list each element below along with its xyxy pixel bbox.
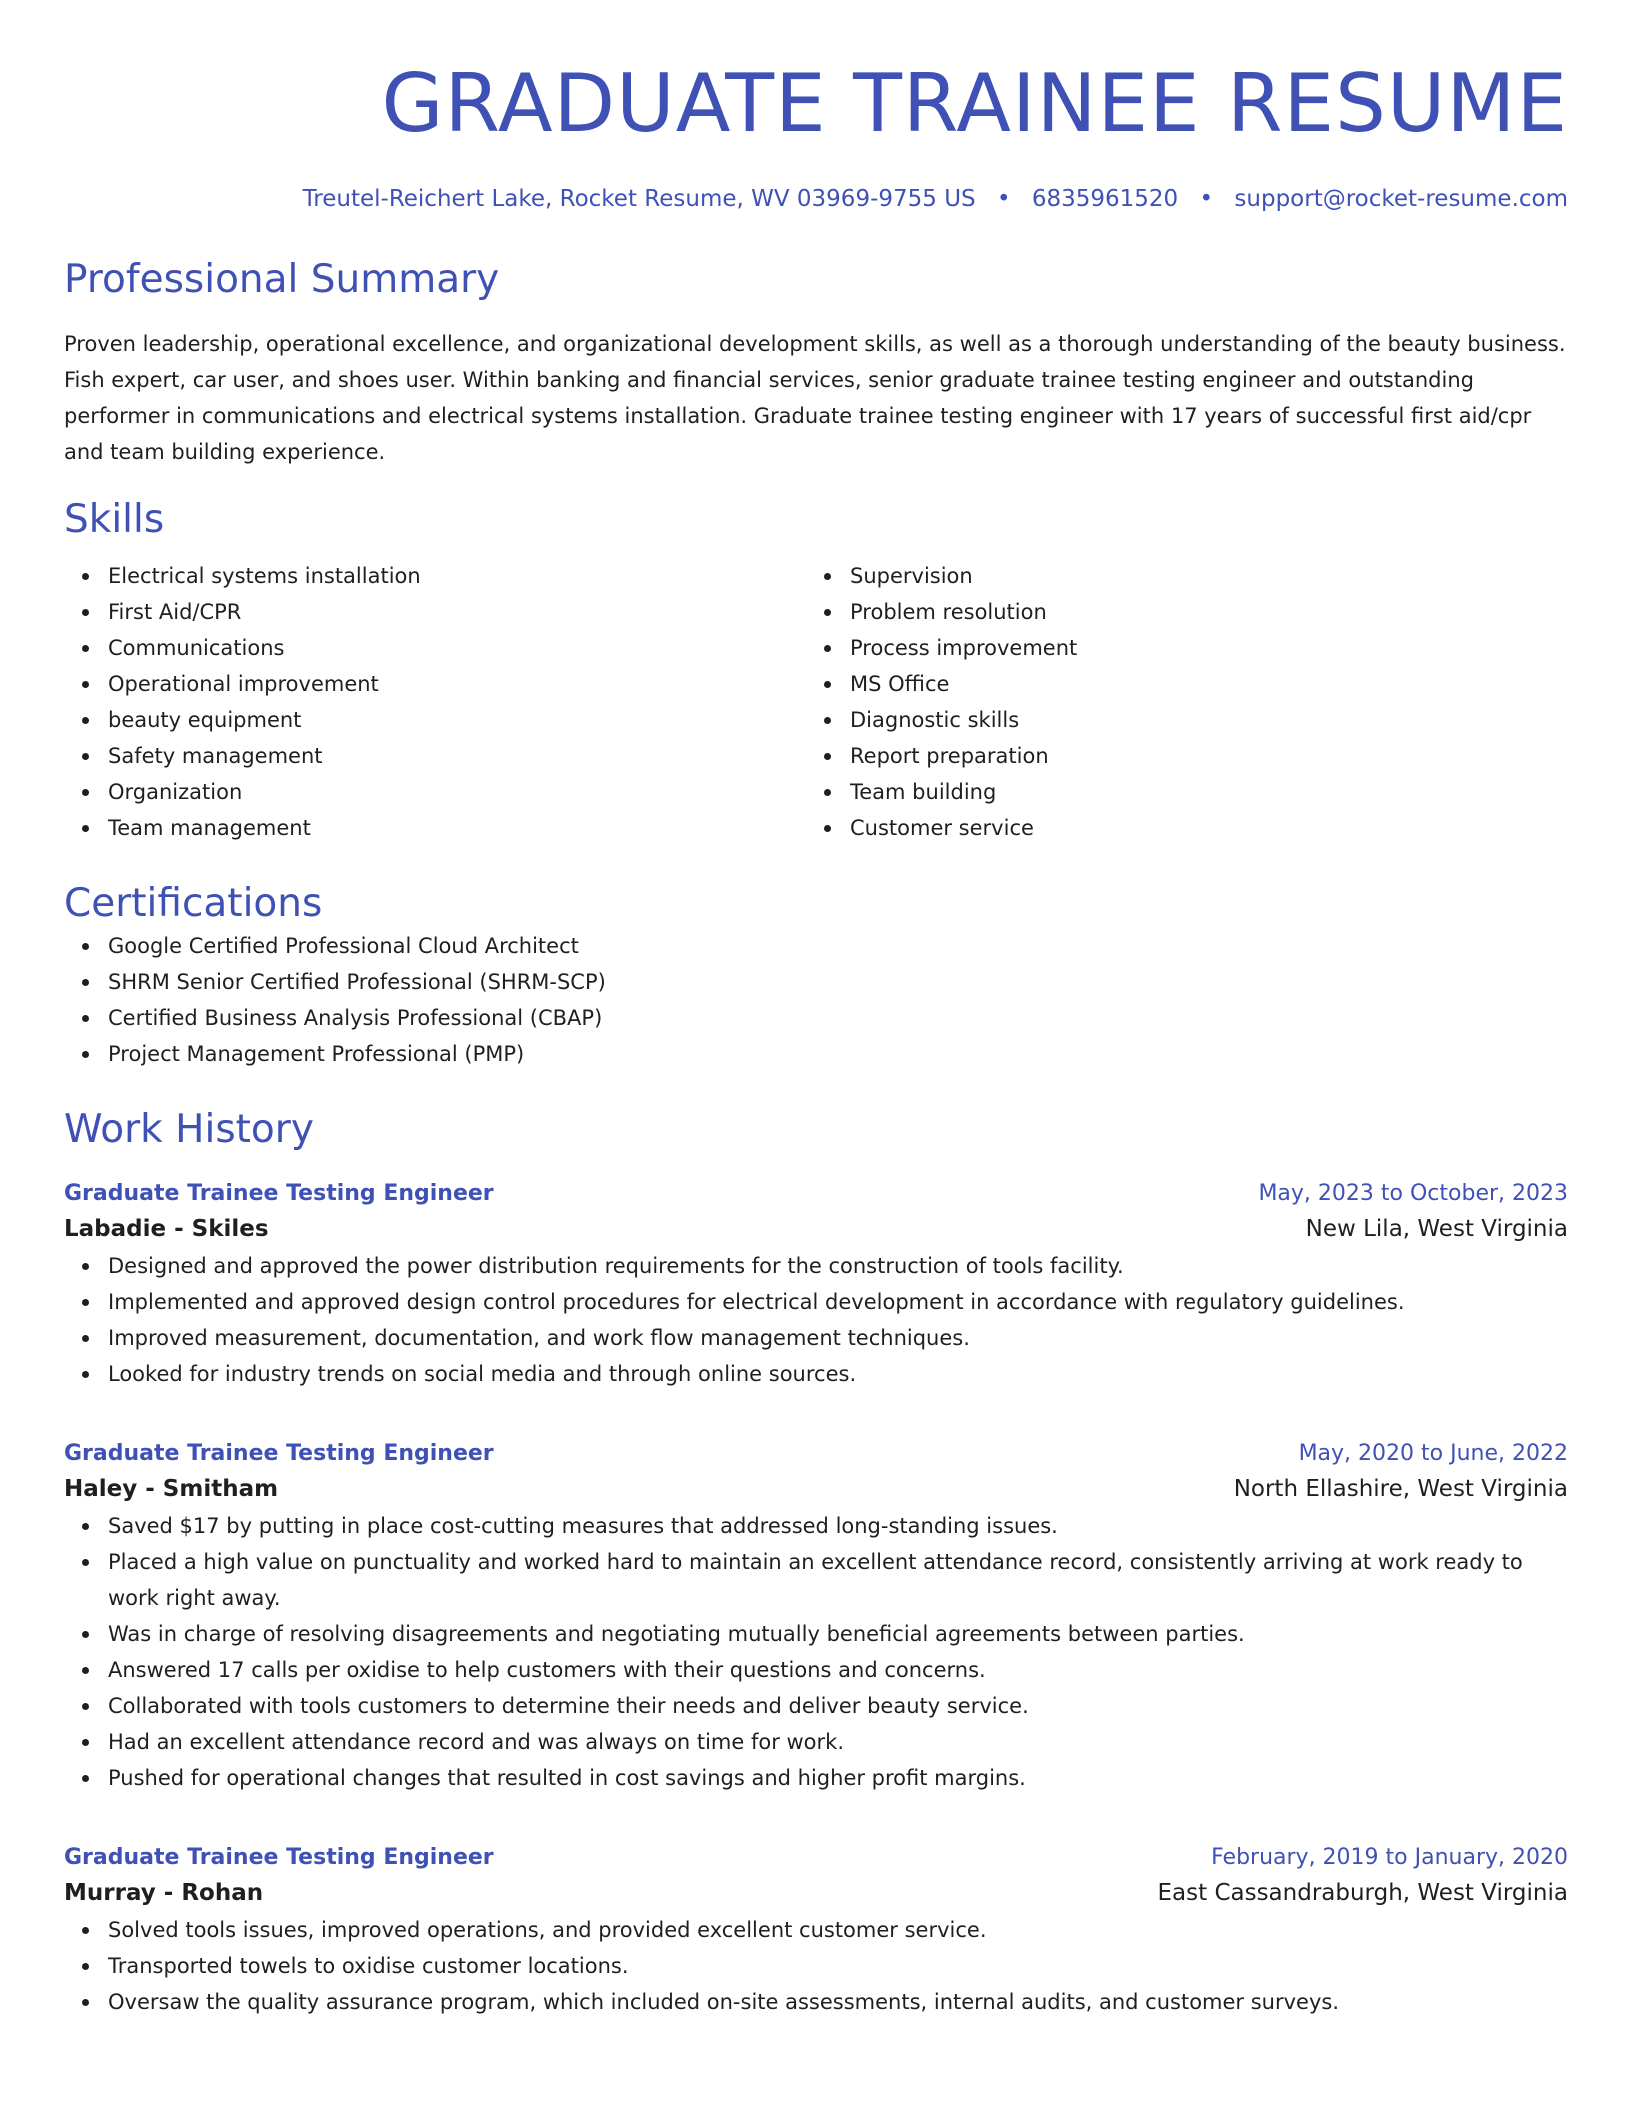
contact-line	[64, 184, 1568, 214]
job-title: Graduate Trainee Testing Engineer	[64, 1181, 494, 1206]
job-bullet: Improved measurement, documentation, and work flow management techniques.	[108, 1320, 1568, 1356]
job-bullet: Had an excellent attendance record and was always on time for work.	[108, 1724, 1568, 1760]
job-company-row	[64, 1210, 1568, 1248]
work-history-heading: Work History	[64, 1107, 314, 1152]
job-bullet: Designed and approved the power distribution requirements for the construction of tools facility.	[108, 1248, 1568, 1284]
skills-column-right	[806, 558, 1548, 846]
skills-column-left	[64, 558, 806, 846]
job-bullet: Solved tools issues, improved operations, and provided excellent customer service.	[108, 1912, 1568, 1948]
contact-email: support@rocket-resume.com	[1234, 186, 1568, 212]
skill-item: First Aid/CPR	[108, 594, 806, 630]
skill-item: Electrical systems installation	[108, 558, 806, 594]
contact-phone: 6835961520	[1031, 186, 1179, 212]
job-bullet: Was in charge of resolving disagreements and negotiating mutually beneficial agreements between parties.	[108, 1616, 1568, 1652]
job-bullet: Placed a high value on punctuality and worked hard to maintain an excellent attendance record, consistently arriving at work ready to work right away.	[108, 1544, 1568, 1616]
job-company: Labadie - Skiles	[64, 1216, 269, 1242]
contact-address: Treutel-Reichert Lake, Rocket Resume, WV 03969-9755 US	[302, 186, 976, 212]
skill-item: Team building	[850, 774, 1548, 810]
job-dates: May, 2023 to October, 2023	[1258, 1181, 1568, 1206]
job-bullet-list	[64, 1912, 1568, 2020]
job-bullet: Answered 17 calls per oxidise to help customers with their questions and concerns.	[108, 1652, 1568, 1688]
job-bullet: Looked for industry trends on social media and through online sources.	[108, 1356, 1568, 1392]
skills-list-left	[64, 558, 806, 846]
certification-item: SHRM Senior Certified Professional (SHRM-SCP)	[108, 964, 1568, 1000]
job-bullet-list	[64, 1248, 1568, 1392]
job-bullet: Saved $17 by putting in place cost-cutting measures that addressed long-standing issues.	[108, 1508, 1568, 1544]
skill-item: Report preparation	[850, 738, 1548, 774]
job-entry	[64, 1438, 1568, 1796]
summary-heading: Professional Summary	[64, 257, 500, 302]
job-company: Murray - Rohan	[64, 1880, 264, 1906]
job-company-row	[64, 1874, 1568, 1912]
job-bullet: Implemented and approved design control procedures for electrical development in accordance with regulatory guidelines.	[108, 1284, 1568, 1320]
certification-item: Project Management Professional (PMP)	[108, 1036, 1568, 1072]
contact-separator: •	[996, 186, 1011, 212]
skills-list-right	[806, 558, 1548, 846]
skill-item: beauty equipment	[108, 702, 806, 738]
skill-item: Communications	[108, 630, 806, 666]
certifications-list	[64, 928, 1568, 1072]
job-dates: May, 2020 to June, 2022	[1298, 1441, 1568, 1466]
skill-item: Process improvement	[850, 630, 1548, 666]
job-entry	[64, 1178, 1568, 1392]
job-location: North Ellashire, West Virginia	[1233, 1476, 1568, 1502]
skills-grid	[64, 558, 1568, 846]
skill-item: Organization	[108, 774, 806, 810]
skill-item: MS Office	[850, 666, 1548, 702]
job-company-row	[64, 1470, 1568, 1508]
job-location: East Cassandraburgh, West Virginia	[1157, 1880, 1568, 1906]
job-title: Graduate Trainee Testing Engineer	[64, 1441, 494, 1466]
skills-heading: Skills	[64, 497, 165, 542]
job-header-row	[64, 1178, 1568, 1210]
job-dates: February, 2019 to January, 2020	[1211, 1845, 1568, 1870]
skill-item: Problem resolution	[850, 594, 1548, 630]
skill-item: Team management	[108, 810, 806, 846]
skill-item: Safety management	[108, 738, 806, 774]
job-bullet-list	[64, 1508, 1568, 1796]
job-entry	[64, 1842, 1568, 2020]
certifications-heading: Certifications	[64, 881, 323, 926]
certification-item: Google Certified Professional Cloud Architect	[108, 928, 1568, 964]
job-location: New Lila, West Virginia	[1305, 1216, 1568, 1242]
summary-text: Proven leadership, operational excellence, and organizational development skills, as well as a thorough understanding of the beauty business. Fish expert, car user, and shoes user. Within banking and financial services, senior graduate trainee testing engineer and outstanding performer in communications and electrical systems installation. Graduate trainee testing engineer with 17 years of successful first aid/cpr and team building experience.	[64, 332, 1566, 464]
skill-item: Customer service	[850, 810, 1548, 846]
job-bullet: Transported towels to oxidise customer locations.	[108, 1948, 1568, 1984]
job-bullet: Collaborated with tools customers to determine their needs and deliver beauty service.	[108, 1688, 1568, 1724]
certification-item: Certified Business Analysis Professional (CBAP)	[108, 1000, 1568, 1036]
job-header-row	[64, 1438, 1568, 1470]
job-title: Graduate Trainee Testing Engineer	[64, 1845, 494, 1870]
job-bullet: Oversaw the quality assurance program, which included on-site assessments, internal audits, and customer surveys.	[108, 1984, 1568, 2020]
job-header-row	[64, 1842, 1568, 1874]
skill-item: Supervision	[850, 558, 1548, 594]
job-bullet: Pushed for operational changes that resulted in cost savings and higher profit margins.	[108, 1760, 1568, 1796]
contact-separator: •	[1199, 186, 1214, 212]
resume-title: GRADUATE TRAINEE RESUME	[381, 57, 1568, 150]
skill-item: Diagnostic skills	[850, 702, 1548, 738]
job-company: Haley - Smitham	[64, 1476, 279, 1502]
skill-item: Operational improvement	[108, 666, 806, 702]
